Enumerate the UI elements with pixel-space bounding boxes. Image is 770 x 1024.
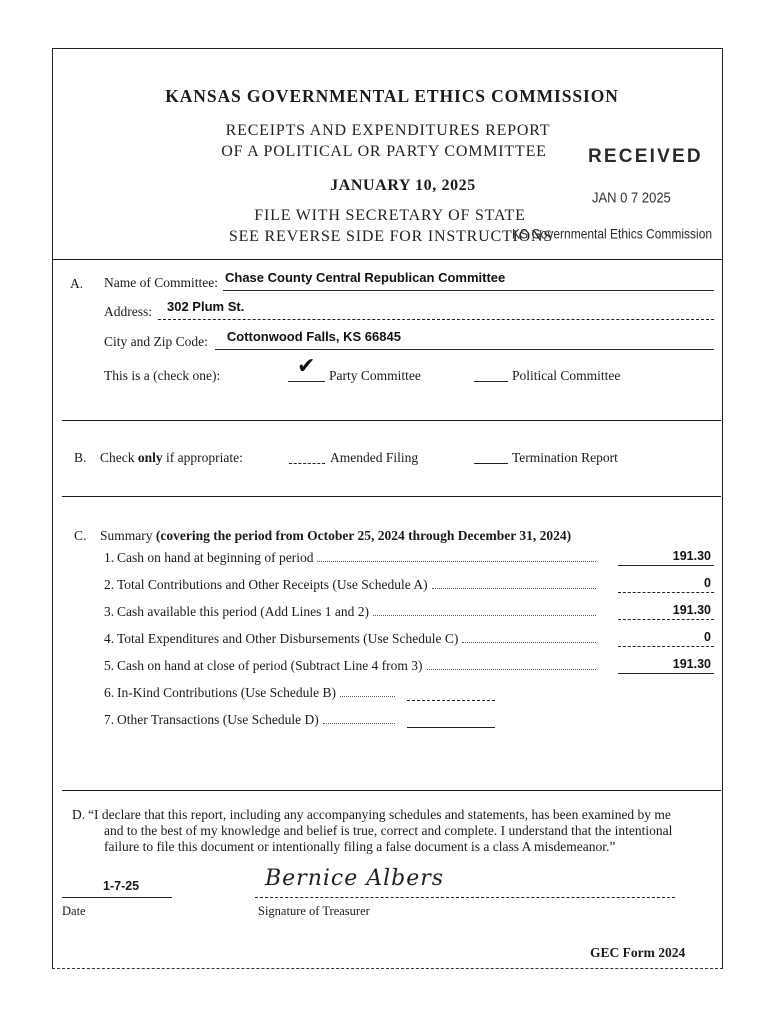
line-number: 3. bbox=[104, 604, 115, 619]
summary-line-2 bbox=[104, 576, 714, 593]
section-a-divider bbox=[62, 420, 721, 421]
section-b-prompt bbox=[100, 450, 243, 466]
line-number: 2. bbox=[104, 577, 115, 592]
line-amount: 0 bbox=[618, 576, 714, 593]
committee-name-value: Chase County Central Republican Committee bbox=[224, 270, 506, 285]
dot-leader bbox=[323, 723, 395, 724]
amended-filing-label: Amended Filing bbox=[330, 450, 419, 465]
declaration-line-3: failure to file this document or intentionally filing a false document is a class A misdemeanor.” bbox=[104, 839, 616, 854]
prompt-emphasis: only bbox=[137, 450, 163, 465]
summary-line-5 bbox=[104, 657, 714, 674]
line-number: 7. bbox=[104, 712, 115, 727]
check-mark-icon bbox=[298, 436, 322, 462]
city-zip-value: Cottonwood Falls, KS 66845 bbox=[226, 329, 401, 344]
declaration-line-2: and to the best of my knowledge and belief is true, correct and complete. I understand that the intentional bbox=[104, 823, 673, 838]
line-number: 4. bbox=[104, 631, 115, 646]
line-label: In-Kind Contributions (Use Schedule B) bbox=[117, 685, 336, 700]
line-label: Cash on hand at close of period (Subtract Line 4 from 3) bbox=[117, 658, 423, 673]
political-committee-blank bbox=[474, 365, 508, 382]
section-d-letter: D. bbox=[72, 807, 86, 822]
city-zip-row bbox=[104, 328, 714, 350]
dot-leader bbox=[340, 696, 395, 697]
report-title-line-2: OF A POLITICAL OR PARTY COMMITTEE bbox=[221, 143, 547, 160]
summary-period: (covering the period from October 25, 2024 through December 31, 2024) bbox=[155, 528, 572, 543]
summary-line-7 bbox=[104, 711, 495, 728]
date-underline bbox=[62, 897, 172, 898]
prompt-text: Check bbox=[100, 450, 135, 465]
line-amount bbox=[407, 711, 495, 728]
received-stamp-agency: KS Governmental Ethics Commission bbox=[512, 225, 713, 243]
signature-label: Signature of Treasurer bbox=[258, 904, 370, 918]
signed-date-value: 1-7-25 bbox=[103, 879, 140, 893]
filing-instruction-line-1: FILE WITH SECRETARY OF STATE bbox=[254, 207, 526, 224]
header-divider bbox=[52, 259, 723, 260]
line-label: Cash on hand at beginning of period bbox=[117, 550, 314, 565]
termination-report-blank bbox=[474, 447, 508, 464]
dot-leader bbox=[317, 561, 596, 562]
city-zip-label: City and Zip Code: bbox=[104, 334, 208, 349]
line-label: Cash available this period (Add Lines 1 and 2) bbox=[117, 604, 369, 619]
committee-name-row bbox=[104, 269, 714, 291]
dot-leader bbox=[462, 642, 596, 643]
section-b-letter: B. bbox=[74, 450, 87, 465]
line-amount: 0 bbox=[618, 630, 714, 647]
political-committee-label: Political Committee bbox=[512, 368, 621, 383]
dot-leader bbox=[373, 615, 596, 616]
section-c-divider bbox=[62, 790, 721, 791]
line-amount: 191.30 bbox=[618, 657, 714, 674]
line-label: Total Expenditures and Other Disbursements (Use Schedule C) bbox=[117, 631, 459, 646]
line-number: 1. bbox=[104, 550, 115, 565]
summary-line-6 bbox=[104, 684, 495, 701]
address-field bbox=[158, 298, 714, 320]
dot-leader bbox=[427, 669, 596, 670]
committee-name-field bbox=[223, 269, 714, 291]
received-stamp-date: JAN 0 7 2025 bbox=[592, 188, 671, 207]
amended-filing-blank bbox=[289, 447, 325, 464]
summary-line-3 bbox=[104, 603, 714, 620]
declaration-line-1: “I declare that this report, including any accompanying schedules and statements, has been examined by me bbox=[88, 807, 671, 822]
line-amount: 191.30 bbox=[618, 603, 714, 620]
summary-lines bbox=[104, 549, 714, 738]
check-mark-icon bbox=[483, 354, 507, 380]
treasurer-signature: Bernice Albers bbox=[265, 866, 445, 891]
received-stamp-label: RECEIVED bbox=[588, 146, 703, 167]
date-label: Date bbox=[62, 904, 86, 918]
filing-instruction-line-2: SEE REVERSE SIDE FOR INSTRUCTIONS bbox=[228, 228, 554, 245]
line-label: Total Contributions and Other Receipts (Use Schedule A) bbox=[117, 577, 428, 592]
termination-report-label: Termination Report bbox=[512, 450, 618, 465]
section-b-divider bbox=[62, 496, 721, 497]
check-mark-icon bbox=[483, 436, 507, 462]
committee-name-label: Name of Committee: bbox=[104, 275, 218, 290]
summary-heading bbox=[100, 528, 571, 544]
address-label: Address: bbox=[104, 304, 152, 319]
line-amount: 191.30 bbox=[618, 549, 714, 566]
line-amount bbox=[407, 684, 495, 701]
summary-line-4 bbox=[104, 630, 714, 647]
check-mark-icon bbox=[297, 354, 321, 380]
city-zip-field bbox=[215, 328, 714, 350]
form-identifier: GEC Form 2024 bbox=[590, 945, 686, 960]
summary-label: Summary bbox=[100, 528, 153, 543]
party-committee-label: Party Committee bbox=[329, 368, 421, 383]
committee-type-label: This is a (check one): bbox=[104, 368, 221, 383]
report-title-line-1: RECEIPTS AND EXPENDITURES REPORT bbox=[225, 122, 551, 139]
line-number: 5. bbox=[104, 658, 115, 673]
section-a-letter: A. bbox=[70, 276, 84, 291]
due-date: JANUARY 10, 2025 bbox=[330, 177, 476, 194]
party-committee-blank bbox=[288, 365, 325, 382]
prompt-text: if appropriate: bbox=[166, 450, 243, 465]
address-row bbox=[104, 298, 714, 320]
signature-underline bbox=[255, 897, 675, 898]
line-label: Other Transactions (Use Schedule D) bbox=[117, 712, 319, 727]
summary-line-1 bbox=[104, 549, 714, 566]
address-value: 302 Plum St. bbox=[167, 299, 245, 314]
line-number: 6. bbox=[104, 685, 115, 700]
section-c-letter: C. bbox=[74, 528, 87, 543]
dot-leader bbox=[432, 588, 596, 589]
agency-title: KANSAS GOVERNMENTAL ETHICS COMMISSION bbox=[165, 86, 619, 106]
